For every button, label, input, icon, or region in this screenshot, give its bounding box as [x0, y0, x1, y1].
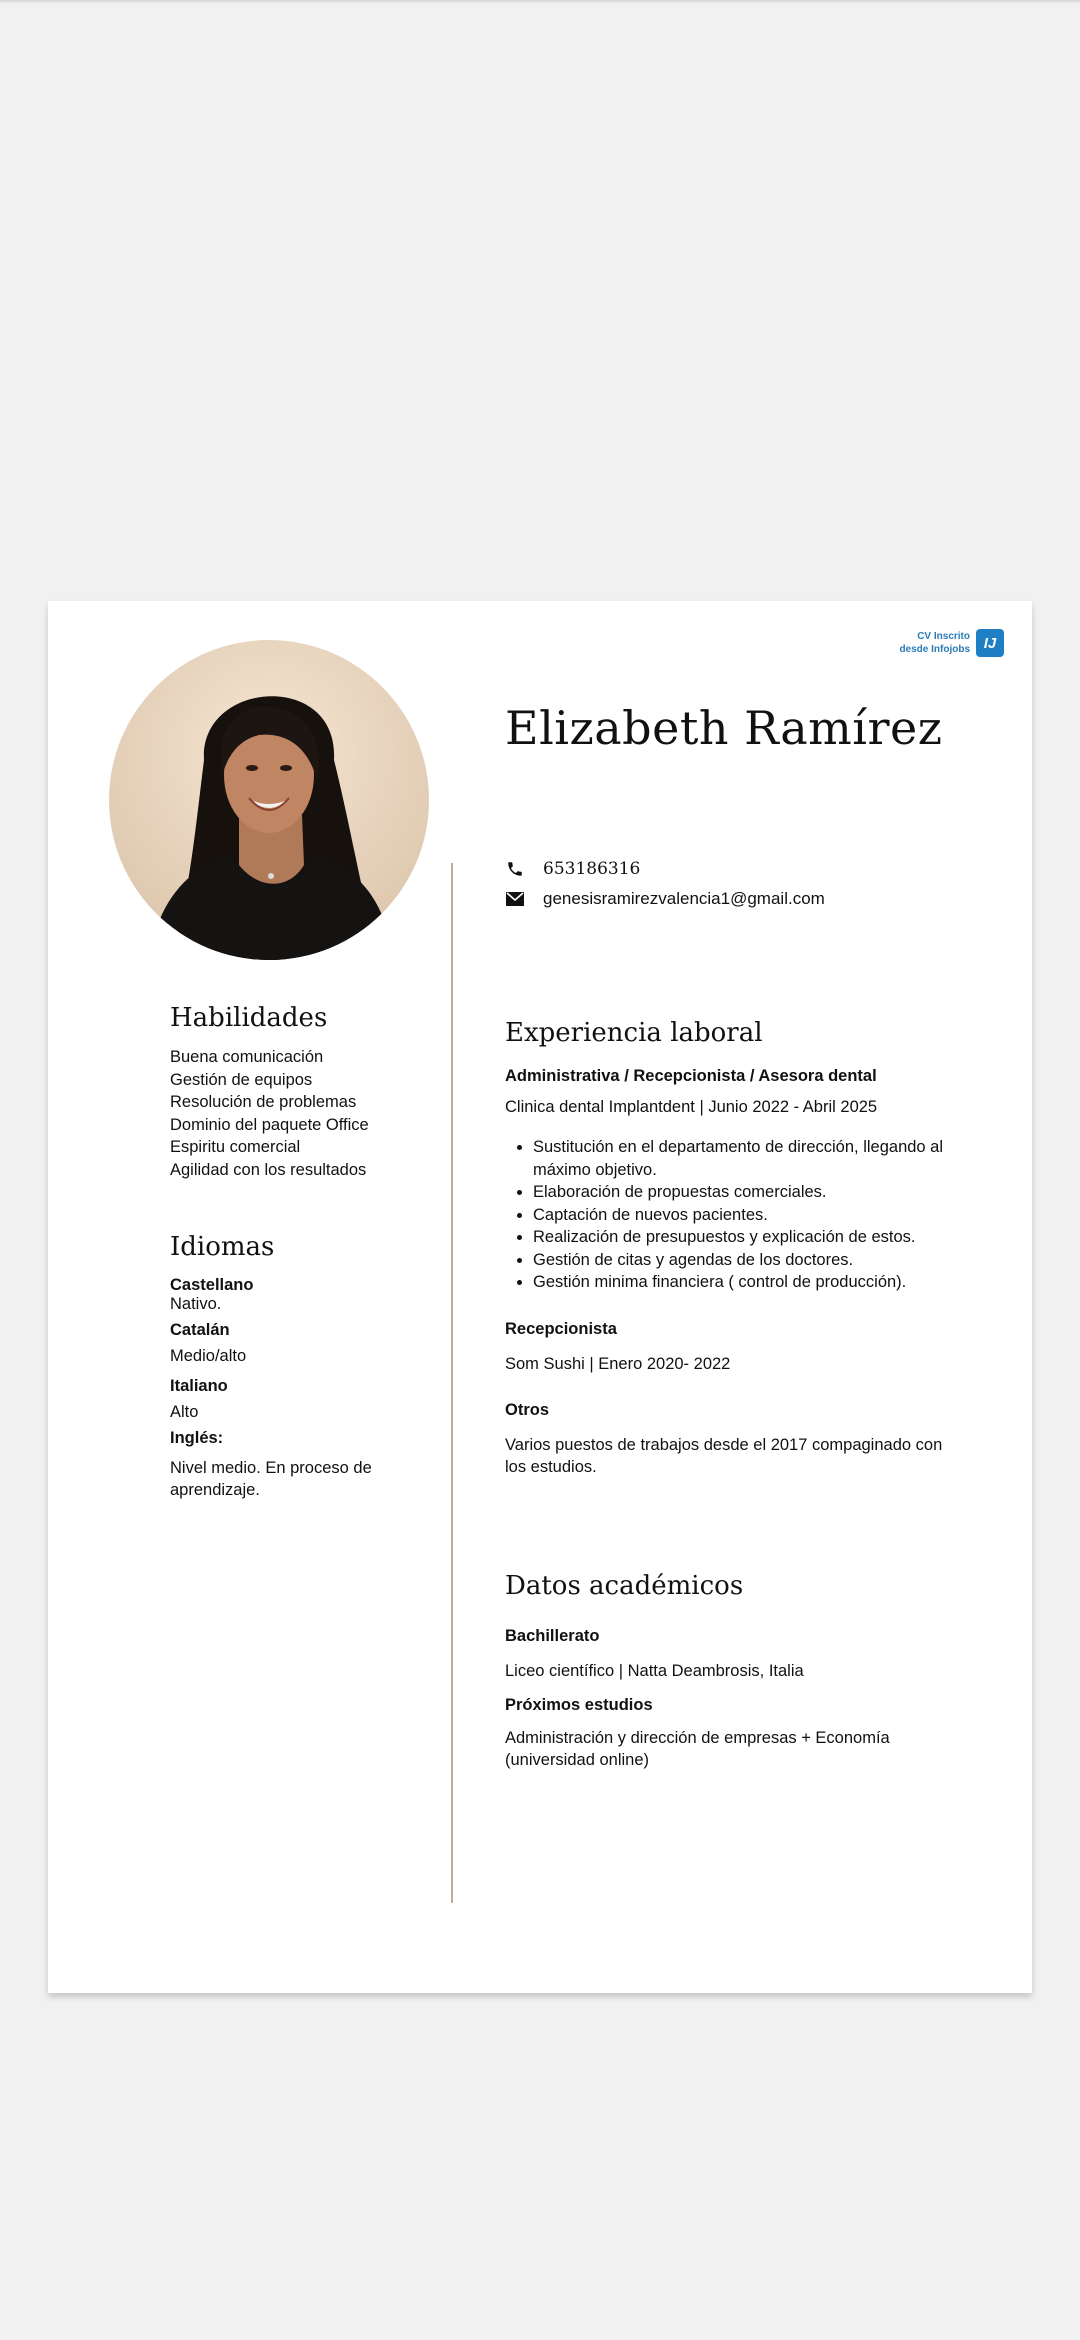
education-section [505, 1571, 955, 1771]
language-item [170, 1377, 420, 1423]
job-subtitle: Som Sushi | Enero 2020- 2022 [505, 1354, 731, 1373]
experience-section [505, 1018, 955, 1478]
badge-line-2: desde Infojobs [899, 644, 970, 655]
education-subtitle: Liceo científico | Natta Deambrosis, Italia [505, 1662, 804, 1680]
email-icon [505, 889, 525, 909]
education-title-item: Bachillerato [505, 1627, 600, 1645]
skill-item: Agilidad con los resultados [170, 1160, 367, 1179]
job-title: Recepcionista [505, 1319, 617, 1338]
profile-photo [109, 640, 429, 960]
language-level: Nativo. [170, 1295, 222, 1313]
column-divider [451, 863, 453, 1903]
education-title: Datos académicos [505, 1571, 744, 1601]
skills-list [170, 1046, 420, 1181]
phone-number: 653186316 [543, 859, 641, 879]
badge-line-1: CV Inscrito [917, 631, 970, 642]
job-subtitle: Varios puestos de trabajos desde el 2017 compaginado con los estudios. [505, 1435, 943, 1476]
job-title: Otros [505, 1400, 550, 1419]
job-title: Administrativa / Recepcionista / Asesora dental [505, 1067, 877, 1085]
responsibility-item: • Gestión de citas y agendas de los doctores. [533, 1249, 955, 1272]
skill-item: Dominio del paquete Office [170, 1115, 369, 1134]
skill-item: Gestión de equipos [170, 1070, 313, 1089]
experience-title: Experiencia laboral [505, 1018, 763, 1048]
email-address: genesisramirezvalencia1@gmail.com [543, 889, 825, 908]
email-row[interactable] [505, 889, 825, 909]
languages-title: Idiomas [170, 1232, 275, 1262]
languages-section [170, 1232, 420, 1501]
language-level: Nivel medio. En proceso de aprendizaje. [170, 1459, 372, 1499]
skills-title: Habilidades [170, 1003, 328, 1033]
education-subtitle: Administración y dirección de empresas + Economía (universidad online) [505, 1729, 890, 1769]
cv-page [48, 601, 1032, 1993]
language-name: Catalán [170, 1321, 230, 1339]
responsibility-item: • Elaboración de propuestas comerciales. [533, 1181, 955, 1204]
language-name: Italiano [170, 1377, 228, 1395]
language-level: Medio/alto [170, 1347, 247, 1365]
job-entry [505, 1401, 955, 1478]
language-name: Inglés: [170, 1429, 224, 1447]
profile-photo-image [109, 640, 429, 960]
responsibility-item: • Realización de presupuestos y explicación de estos. [533, 1226, 955, 1249]
language-item [170, 1429, 420, 1501]
candidate-name: Elizabeth Ramírez [505, 701, 943, 755]
language-item [170, 1276, 420, 1313]
responsibility-item: • Gestión minima financiera ( control de producción). [533, 1271, 955, 1294]
top-bar-shadow [0, 0, 1080, 4]
skill-item: Buena comunicación [170, 1048, 324, 1066]
skills-section [170, 1003, 420, 1181]
job-subtitle: Clinica dental Implantdent | Junio 2022 - Abril 2025 [505, 1098, 878, 1116]
job-entry [505, 1067, 955, 1294]
responsibility-item: • Sustitución en el departamento de dirección, llegando al máximo objetivo. [533, 1136, 955, 1181]
job-responsibilities [505, 1136, 955, 1294]
phone-row[interactable] [505, 859, 640, 879]
skill-item: Resolución de problemas [170, 1093, 357, 1111]
education-entry [505, 1627, 955, 1682]
education-entry [505, 1696, 955, 1771]
language-item [170, 1321, 420, 1367]
skill-item: Espiritu comercial [170, 1138, 301, 1156]
infojobs-logo-icon: IJ [976, 629, 1004, 657]
job-entry [505, 1320, 955, 1375]
phone-icon [505, 859, 525, 879]
infojobs-badge[interactable] [899, 629, 1004, 657]
badge-text [899, 630, 970, 656]
language-name: Castellano [170, 1276, 254, 1294]
responsibility-item: • Captación de nuevos pacientes. [533, 1204, 955, 1227]
education-title-item: Próximos estudios [505, 1696, 653, 1714]
language-level: Alto [170, 1403, 199, 1421]
